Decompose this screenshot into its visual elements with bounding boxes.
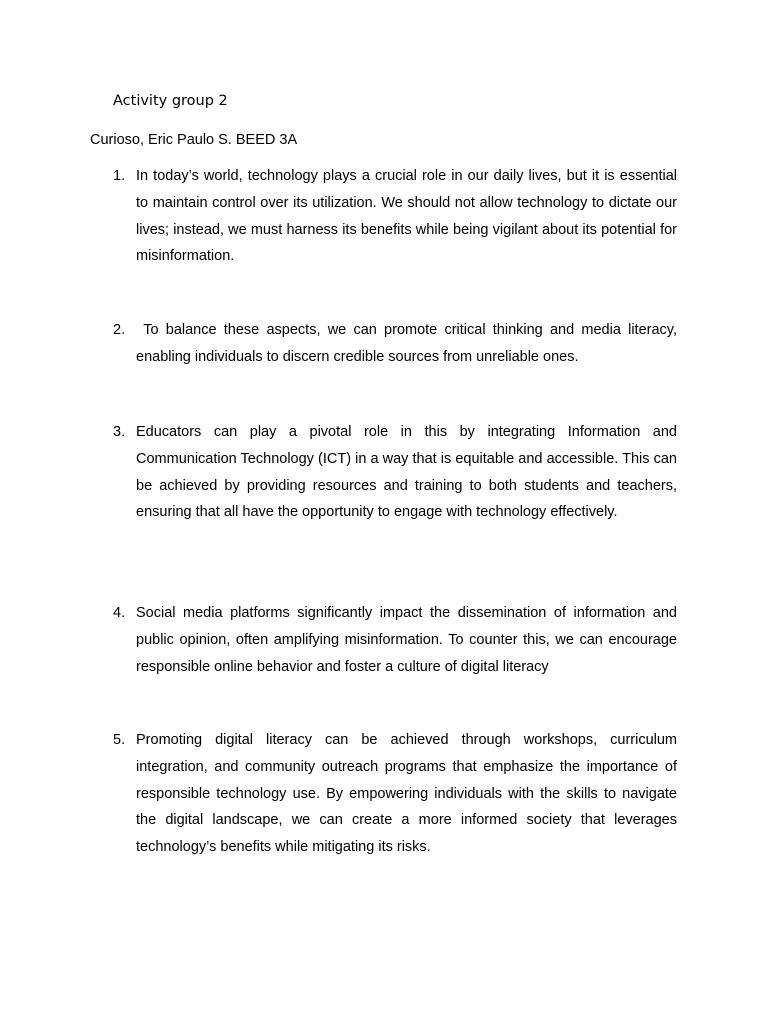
list-item-text: Social media platforms significantly impact the dissemination of information and public opinion, often amplifying misinformation. To counter this, we can encourage responsible online behavior and foster a culture of digital literacy xyxy=(136,605,677,675)
list-item-text: Educators can play a pivotal role in this by integrating Information and Communication Technology (ICT) in a way that is equitable and accessible. This can be achieved by providing resources and training to both students and teachers, ensuring that all have the opportunity to engage with technology effectively. xyxy=(136,424,677,521)
list-item xyxy=(113,600,677,680)
list-item xyxy=(113,317,677,371)
list-item xyxy=(113,163,677,270)
list-item-number: 2. xyxy=(113,322,126,338)
list-item-number: 1. xyxy=(113,168,126,184)
list-item-number: 4. xyxy=(113,605,126,621)
list-item-text: Promoting digital literacy can be achieved through workshops, curriculum integration, and community outreach programs that emphasize the importance of responsible technology use. By empowering individuals with the skills to navigate the digital landscape, we can create a more informed society that leverages technology’s benefits while mitigating its risks. xyxy=(136,732,677,856)
list-item-text: In today’s world, technology plays a crucial role in our daily lives, but it is essential to maintain control over its utilization. We should not allow technology to dictate our lives; instead, we must harness its benefits while being vigilant about its potential for misinformation. xyxy=(136,168,677,265)
list-item-text: To balance these aspects, we can promote critical thinking and media literacy, enabling individuals to discern credible sources from unreliable ones. xyxy=(136,322,677,365)
author-line: Curioso, Eric Paulo S. BEED 3A xyxy=(90,132,298,148)
list-item-number: 5. xyxy=(113,732,126,748)
list-item xyxy=(113,727,677,861)
list-item-number: 3. xyxy=(113,424,126,440)
document-title: Activity group 2 xyxy=(113,93,228,109)
list-item xyxy=(113,419,677,526)
